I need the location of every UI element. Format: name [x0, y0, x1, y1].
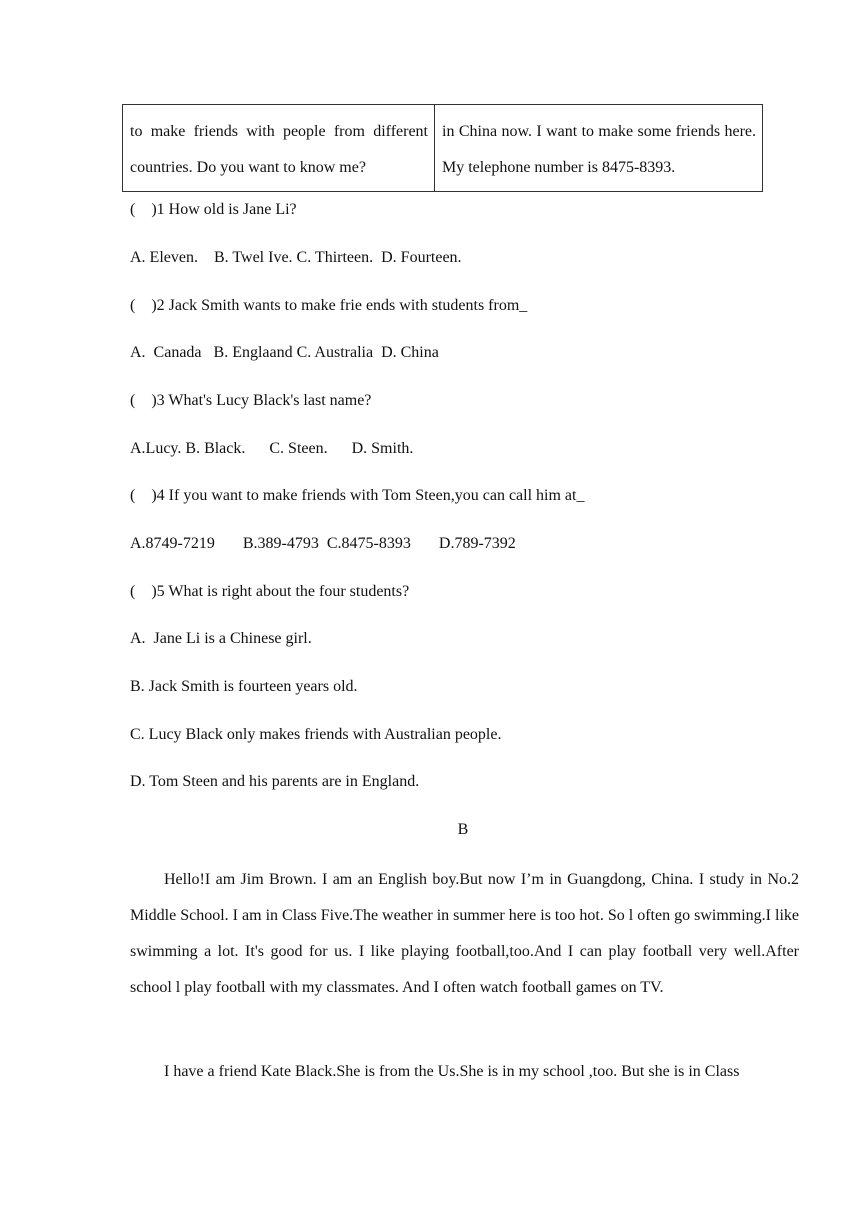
question-5-option-b: B. Jack Smith is fourteen years old. [130, 678, 358, 695]
question-5: ( )5 What is right about the four students? [130, 583, 410, 600]
question-3-options: A.Lucy. B. Black. C. Steen. D. Smith. [130, 440, 414, 457]
info-table [122, 104, 763, 192]
question-2: ( )2 Jack Smith wants to make frie ends with students from_ [130, 297, 528, 314]
question-4: ( )4 If you want to make friends with Tom Steen,you can call him at_ [130, 487, 585, 504]
question-5-option-c: C. Lucy Black only makes friends with Australian people. [130, 726, 502, 743]
table-row [123, 105, 763, 192]
table-cell-left: to make friends with people from different countries. Do you want to know me? [123, 105, 435, 192]
question-1-options: A. Eleven. B. Twel Ive. C. Thirteen. D. Fourteen. [130, 249, 462, 266]
section-heading: B [457, 821, 469, 838]
passage-paragraph-1: Hello!I am Jim Brown. I am an English boy.But now I’m in Guangdong, China. I study in No.2 Middle School. I am in Class Five.The weather in summer here is too hot. So l often go swimming.I like swimming a lot. It's good for us. I like playing football,too.And I can play football very well.After school l play football with my classmates. And I often watch football games on TV. [130, 871, 799, 996]
question-5-option-d: D. Tom Steen and his parents are in England. [130, 773, 420, 790]
table-cell-right: in China now. I want to make some friends here. My telephone number is 8475-8393. [435, 105, 763, 192]
passage-paragraph-2: I have a friend Kate Black.She is from the Us.She is in my school ,too. But she is in Class [164, 1063, 740, 1080]
question-4-options: A.8749-7219 B.389-4793 C.8475-8393 D.789-7392 [130, 535, 516, 552]
question-5-option-a: A. Jane Li is a Chinese girl. [130, 630, 312, 647]
question-1: ( )1 How old is Jane Li? [130, 201, 297, 218]
question-3: ( )3 What's Lucy Black's last name? [130, 392, 372, 409]
question-2-options: A. Canada B. Englaand C. Australia D. China [130, 344, 439, 361]
